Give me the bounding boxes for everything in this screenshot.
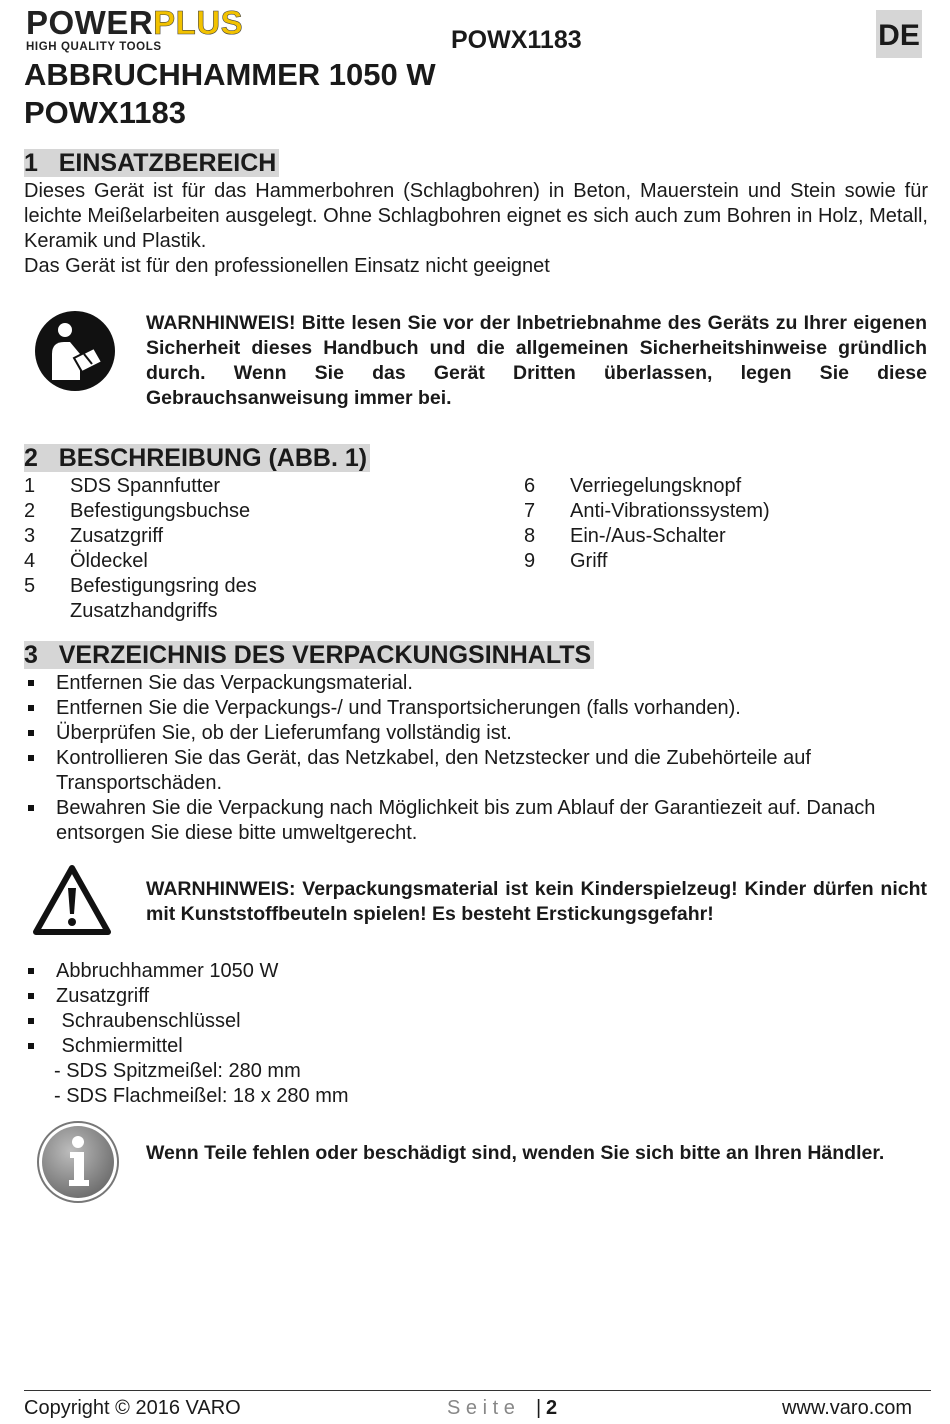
list-item: 8 Ein-/Aus-Schalter	[524, 525, 726, 547]
list-item: 4 Öldeckel	[24, 550, 148, 572]
list-item: - SDS Spitzmeißel: 280 mm	[54, 1060, 301, 1082]
section-2-heading-text: 2 BESCHREIBUNG (ABB. 1)	[24, 444, 370, 472]
list-item: Entfernen Sie das Verpackungsmaterial.	[24, 671, 904, 696]
list-item: 9 Griff	[524, 550, 608, 572]
footer-copyright: Copyright © 2016 VARO	[24, 1397, 241, 1419]
section-1-warning: WARNHINWEIS! Bitte lesen Sie vor der Inbetriebnahme des Geräts zu Ihrer eigenen Sicherheit dieses Handbuch und die allgemeinen Sicherheitshinweise gründlich durch. Wenn Sie das Gerät Dritten überlassen, legen Sie diese Gebrauchsanweisung immer bei.	[146, 312, 927, 409]
list-item: Entfernen Sie die Verpackungs-/ und Transportsicherungen (falls vorhanden).	[24, 696, 904, 721]
list-item: 5 Befestigungsring des	[24, 575, 257, 597]
powerplus-logo	[26, 6, 296, 52]
section-3-heading-text: 3 VERZEICHNIS DES VERPACKUNGSINHALTS	[24, 641, 594, 669]
title-line-1: ABBRUCHHAMMER 1050 W	[24, 57, 436, 92]
document-title	[24, 56, 436, 132]
list-item: Zusatzgriff	[24, 984, 624, 1009]
logo-word-plus: PLUS	[153, 4, 244, 41]
logo-word-power: POWER	[26, 4, 154, 41]
header-model: POWX1183	[451, 26, 582, 54]
footer-page-separator: |	[536, 1397, 542, 1419]
list-item: Zusatzhandgriffs	[70, 600, 218, 622]
list-item: Bewahren Sie die Verpackung nach Möglichkeit bis zum Ablauf der Garantiezeit auf. Danach entsorgen Sie diese bitte umweltgerecht.	[24, 796, 904, 846]
warning-triangle-icon	[32, 864, 112, 936]
logo-tagline: HIGH QUALITY TOOLS	[26, 41, 162, 53]
list-item: 7 Anti-Vibrationssystem)	[524, 500, 770, 522]
list-item: Schmiermittel	[24, 1034, 624, 1059]
section-1-heading-text: 1 EINSATZBEREICH	[24, 149, 279, 177]
list-item: Abbruchhammer 1050 W	[24, 959, 624, 984]
list-item: 1 SDS Spannfutter	[24, 475, 221, 497]
section-3-info: Wenn Teile fehlen oder beschädigt sind, wenden Sie sich bitte an Ihren Händler.	[146, 1142, 885, 1164]
footer-website: www.varo.com	[782, 1397, 913, 1419]
list-item: 2 Befestigungsbuchse	[24, 500, 251, 522]
footer-divider	[24, 1390, 931, 1391]
section-1-note: Das Gerät ist für den professionellen Einsatz nicht geeignet	[24, 255, 550, 277]
parts-list-left	[24, 474, 444, 624]
section-2-heading	[24, 443, 370, 473]
parts-list-right	[524, 474, 924, 574]
package-contents	[24, 959, 624, 1109]
language-badge: DE	[876, 10, 922, 58]
unpacking-steps	[24, 671, 904, 846]
footer-page-word: S e i t e	[447, 1397, 515, 1419]
info-icon	[36, 1120, 120, 1204]
section-3-heading	[24, 640, 594, 670]
section-1-heading	[24, 148, 279, 178]
list-item: Überprüfen Sie, ob der Lieferumfang vollständig ist.	[24, 721, 904, 746]
title-line-2: POWX1183	[24, 95, 186, 130]
footer-page-number: 2	[546, 1397, 558, 1419]
list-item: - SDS Flachmeißel: 18 x 280 mm	[54, 1085, 349, 1107]
read-manual-icon	[34, 310, 116, 392]
list-item: Kontrollieren Sie das Gerät, das Netzkabel, den Netzstecker und die Zubehörteile auf Transportschäden.	[24, 746, 904, 796]
logo-wordmark	[26, 6, 296, 39]
section-1-paragraph: Dieses Gerät ist für das Hammerbohren (Schlagbohren) in Beton, Mauerstein und Stein sowie für leichte Meißelarbeiten ausgelegt. Ohne Schlagbohren eignet es sich auch zum Bohren in Holz, Metall, Keramik und Plastik.	[24, 180, 928, 252]
list-item: 3 Zusatzgriff	[24, 525, 163, 547]
list-item: 6 Verriegelungsknopf	[524, 475, 742, 497]
list-item: Schraubenschlüssel	[24, 1009, 624, 1034]
section-3-warning: WARNHINWEIS: Verpackungsmaterial ist kein Kinderspielzeug! Kinder dürfen nicht mit Kunststoffbeuteln spielen! Es besteht Erstickungsgefahr!	[146, 878, 927, 925]
